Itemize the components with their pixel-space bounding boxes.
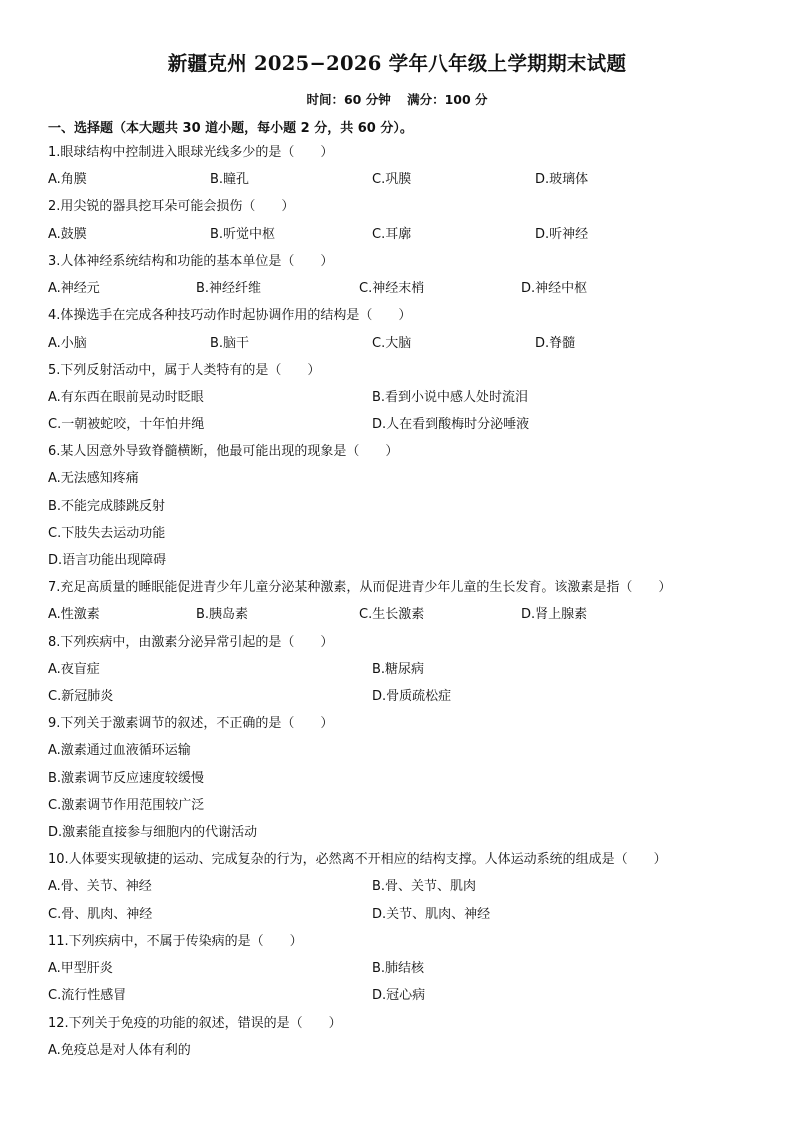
exam-score: 满分：100 分 xyxy=(407,92,488,107)
option: C.生长激素 xyxy=(359,607,425,622)
option: D.冠心病 xyxy=(372,988,426,1003)
option: D.神经中枢 xyxy=(521,281,588,296)
option: B.不能完成膝跳反射 xyxy=(48,499,166,514)
option: C.一朝被蛇咬，十年怕井绳 xyxy=(48,417,205,432)
question-stem: 12.下列关于免疫的功能的叙述，错误的是（ ） xyxy=(48,1016,342,1031)
option: D.骨质疏松症 xyxy=(372,689,452,704)
question-stem: 2.用尖锐的器具挖耳朵可能会损伤（ ） xyxy=(48,199,295,214)
exam-title: 新疆克州 2025−2026 学年八年级上学期期末试题 xyxy=(167,52,627,75)
question-stem: 11.下列疾病中，不属于传染病的是（ ） xyxy=(48,934,303,949)
question-stem: 10.人体要实现敏捷的运动、完成复杂的行为，必然离不开相应的结构支撑。人体运动系统的组成是（ ） xyxy=(48,852,667,867)
option: C.巩膜 xyxy=(372,172,412,187)
question-stem: 7.充足高质量的睡眠能促进青少年儿童分泌某种激素，从而促进青少年儿童的生长发育。该激素是指（ ） xyxy=(48,580,672,595)
option: B.激素调节反应速度较缓慢 xyxy=(48,771,205,786)
option: C.下肢失去运动功能 xyxy=(48,526,166,541)
option: B.神经纤维 xyxy=(196,281,262,296)
option: A.神经元 xyxy=(48,281,100,296)
option: B.骨、关节、肌肉 xyxy=(372,879,477,894)
option: D.脊髓 xyxy=(535,336,576,351)
option: C.激素调节作用范围较广泛 xyxy=(48,798,205,813)
option: B.听觉中枢 xyxy=(210,227,276,242)
option: C.大脑 xyxy=(372,336,412,351)
option: B.瞳孔 xyxy=(210,172,250,187)
section-heading: 一、选择题（本大题共 30 道小题，每小题 2 分，共 60 分）。 xyxy=(48,121,413,136)
question-stem: 6.某人因意外导致脊髓横断，他最可能出现的现象是（ ） xyxy=(48,444,399,459)
option: C.新冠肺炎 xyxy=(48,689,114,704)
option: A.骨、关节、神经 xyxy=(48,879,152,894)
option: D.肾上腺素 xyxy=(521,607,588,622)
option: B.肺结核 xyxy=(372,961,425,976)
option: C.骨、肌肉、神经 xyxy=(48,907,153,922)
option: A.鼓膜 xyxy=(48,227,87,242)
option: A.角膜 xyxy=(48,172,87,187)
option: B.糖尿病 xyxy=(372,662,425,677)
option: A.性激素 xyxy=(48,607,100,622)
question-stem: 8.下列疾病中，由激素分泌异常引起的是（ ） xyxy=(48,635,334,650)
option: A.小脑 xyxy=(48,336,87,351)
option: C.流行性感冒 xyxy=(48,988,127,1003)
option: A.甲型肝炎 xyxy=(48,961,113,976)
option: B.看到小说中感人处时流泪 xyxy=(372,390,529,405)
option: D.人在看到酸梅时分泌唾液 xyxy=(372,417,530,432)
question-stem: 3.人体神经系统结构和功能的基本单位是（ ） xyxy=(48,254,334,269)
option: C.神经末梢 xyxy=(359,281,425,296)
option: A.夜盲症 xyxy=(48,662,100,677)
option: D.玻璃体 xyxy=(535,172,589,187)
option: A.有东西在眼前晃动时眨眼 xyxy=(48,390,204,405)
option: D.激素能直接参与细胞内的代谢活动 xyxy=(48,825,258,840)
option: D.语言功能出现障碍 xyxy=(48,553,167,568)
option: A.免疫总是对人体有利的 xyxy=(48,1043,191,1058)
option: A.无法感知疼痛 xyxy=(48,471,139,486)
option: D.关节、肌肉、神经 xyxy=(372,907,491,922)
question-stem: 1.眼球结构中控制进入眼球光线多少的是（ ） xyxy=(48,145,334,160)
option: D.听神经 xyxy=(535,227,589,242)
exam-meta xyxy=(0,90,794,108)
option: B.脑干 xyxy=(210,336,250,351)
option: A.激素通过血液循环运输 xyxy=(48,743,191,758)
option: C.耳廓 xyxy=(372,227,412,242)
question-stem: 9.下列关于激素调节的叙述，不正确的是（ ） xyxy=(48,716,334,731)
question-stem: 5.下列反射活动中，属于人类特有的是（ ） xyxy=(48,363,321,378)
option: B.胰岛素 xyxy=(196,607,249,622)
question-stem: 4.体操选手在完成各种技巧动作时起协调作用的结构是（ ） xyxy=(48,308,412,323)
exam-time: 时间：60 分钟 xyxy=(306,92,391,107)
